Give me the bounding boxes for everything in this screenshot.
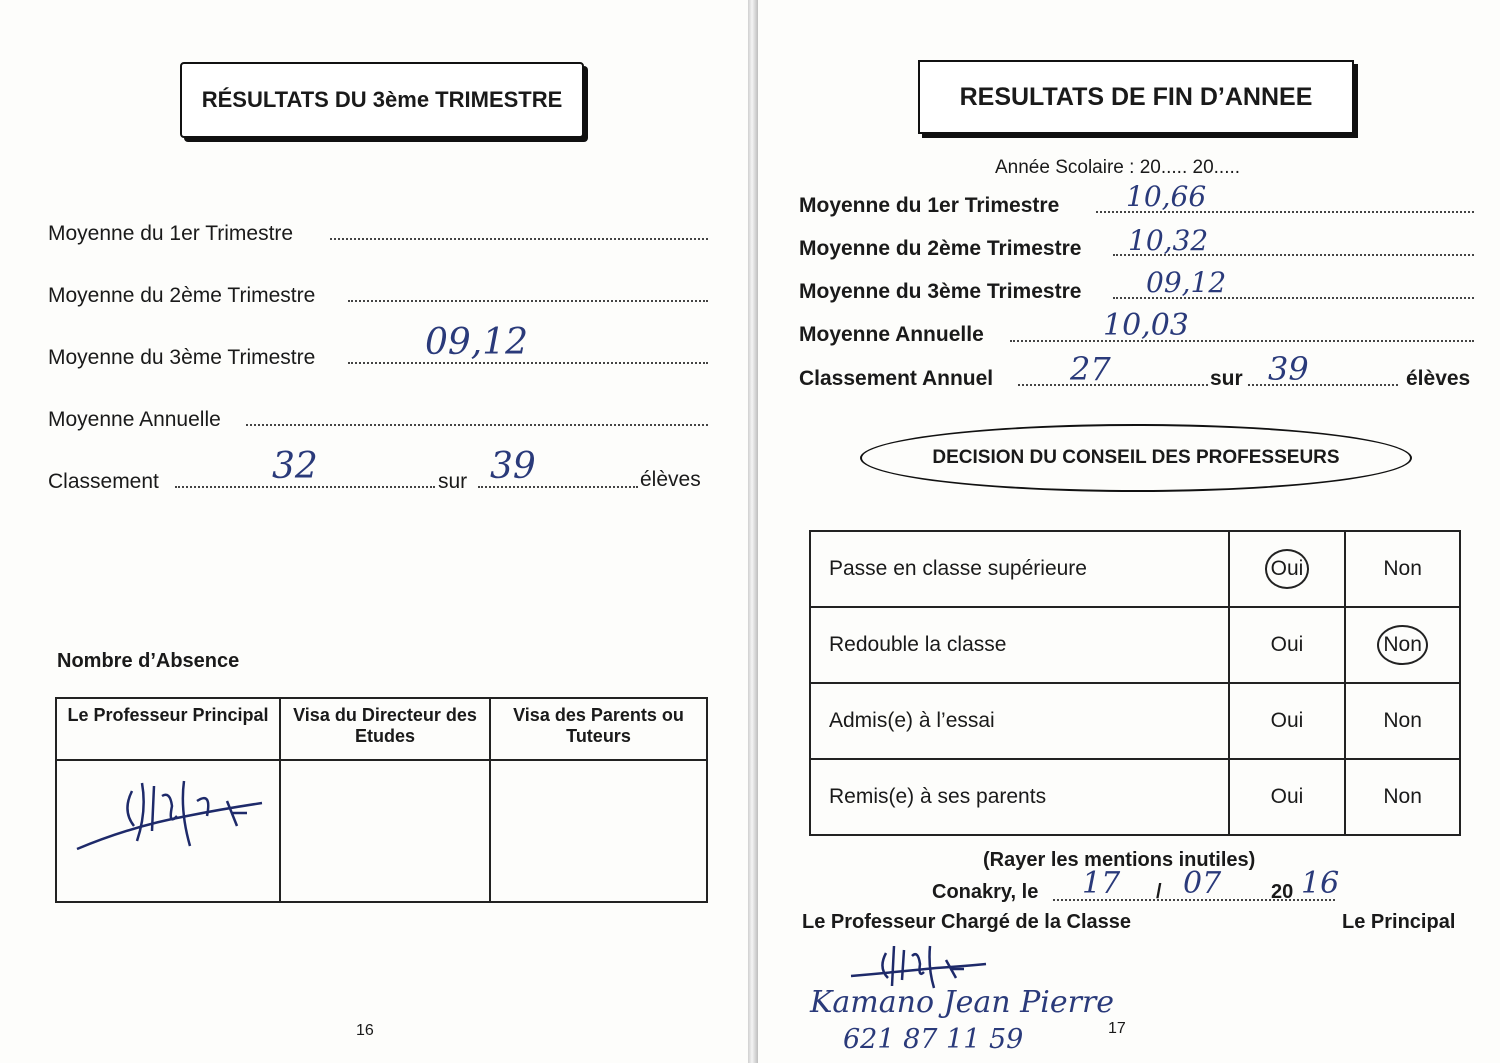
directeur-visa-cell (280, 760, 490, 902)
decision-non-cell (1345, 607, 1460, 683)
decision-oui-cell (1229, 607, 1346, 683)
left-annual-label: Moyenne Annuelle (48, 408, 221, 431)
right-rank-label: Classement Annuel (799, 367, 994, 390)
decision-row (810, 531, 1460, 607)
prof-label: Le Professeur Chargé de la Classe (802, 911, 1132, 933)
decision-non: Non (1377, 625, 1428, 665)
left-title-box (180, 62, 584, 138)
decision-label: Redouble la classe (810, 607, 1229, 683)
col-parents: Visa des Parents ou Tuteurs (490, 698, 707, 760)
left-sur: sur (438, 470, 468, 493)
decision-non-cell (1345, 531, 1460, 607)
decision-label: Admis(e) à l’essai (810, 683, 1229, 759)
left-t2-label: Moyenne du 2ème Trimestre (48, 284, 316, 307)
school-year: Année Scolaire : 20..... 20..... (995, 157, 1241, 178)
decision-oui: Oui (1265, 549, 1310, 589)
decision-non-cell (1345, 759, 1460, 835)
date-prefix: Conakry, le (932, 881, 1039, 903)
left-t3-value: 09,12 (425, 322, 529, 363)
right-annual-dots (1010, 340, 1474, 342)
principal-label: Le Principal (1342, 911, 1456, 933)
right-total-value: 39 (1268, 350, 1309, 388)
left-title: RÉSULTATS DU 3ème TRIMESTRE (201, 87, 563, 112)
left-page (0, 0, 748, 1063)
decision-table (809, 530, 1461, 836)
handwritten-name: Kamano Jean Pierre (810, 985, 1115, 1020)
col-directeur: Visa du Directeur des Etudes (280, 698, 490, 760)
left-eleves: élèves (640, 468, 701, 491)
left-annual-dots (246, 424, 708, 426)
right-annual-label: Moyenne Annuelle (799, 323, 984, 346)
decision-oui-cell (1229, 531, 1346, 607)
decision-ellipse (860, 424, 1412, 492)
right-sur: sur (1210, 367, 1243, 390)
col-professeur: Le Professeur Principal (56, 698, 280, 760)
decision-non-cell (1345, 683, 1460, 759)
professeur-signature-cell (56, 760, 280, 902)
left-t1-dots (330, 238, 708, 240)
right-annual-value: 10,03 (1103, 308, 1189, 343)
rayer-note: (Rayer les mentions inutiles) (983, 849, 1256, 871)
right-t3-value: 09,12 (1146, 266, 1227, 299)
right-title: RESULTATS DE FIN D’ANNEE (959, 82, 1313, 111)
date-year-suffix: 16 (1301, 866, 1340, 901)
right-rank-value: 27 (1070, 350, 1111, 388)
left-rank-value: 32 (272, 446, 318, 487)
decision-row (810, 607, 1460, 683)
decision-row (810, 759, 1460, 835)
right-t2-label: Moyenne du 2ème Trimestre (799, 237, 1082, 260)
right-t3-label: Moyenne du 3ème Trimestre (799, 280, 1082, 303)
date-sep: / (1156, 881, 1162, 903)
left-rank-label: Classement (48, 470, 159, 493)
right-page (758, 0, 1500, 1063)
left-t1-label: Moyenne du 1er Trimestre (48, 222, 294, 245)
decision-oui-cell (1229, 683, 1346, 759)
decision-oui: Oui (1270, 785, 1304, 808)
signature-image (72, 771, 272, 861)
decision-row (810, 683, 1460, 759)
signature-table (55, 697, 708, 903)
left-t2-dots (348, 300, 708, 302)
decision-non: Non (1383, 709, 1422, 732)
date-day: 17 (1082, 866, 1121, 901)
left-page-number: 16 (356, 1022, 374, 1039)
right-rank-dots (1018, 384, 1208, 386)
absence-label: Nombre d’Absence (57, 650, 240, 672)
right-title-box (918, 60, 1354, 134)
decision-title: DECISION DU CONSEIL DES PROFESSEURS (932, 447, 1340, 468)
decision-label: Passe en classe supérieure (810, 531, 1229, 607)
date-month: 07 (1183, 866, 1222, 901)
parents-visa-cell (490, 760, 707, 902)
book-gutter (748, 0, 758, 1063)
date-year-prefix: 20 (1271, 881, 1294, 903)
right-t2-value: 10,32 (1128, 224, 1209, 257)
decision-oui: Oui (1270, 633, 1304, 656)
left-total-value: 39 (490, 446, 536, 487)
left-t3-label: Moyenne du 3ème Trimestre (48, 346, 316, 369)
decision-non: Non (1383, 785, 1422, 808)
right-page-number: 17 (1108, 1020, 1126, 1037)
decision-label: Remis(e) à ses parents (810, 759, 1229, 835)
right-eleves: élèves (1406, 367, 1471, 390)
right-t1-label: Moyenne du 1er Trimestre (799, 194, 1060, 217)
decision-non: Non (1383, 557, 1422, 580)
decision-oui: Oui (1270, 709, 1304, 732)
decision-oui-cell (1229, 759, 1346, 835)
right-t1-value: 10,66 (1126, 180, 1207, 213)
handwritten-phone: 621 87 11 59 (843, 1024, 1024, 1055)
